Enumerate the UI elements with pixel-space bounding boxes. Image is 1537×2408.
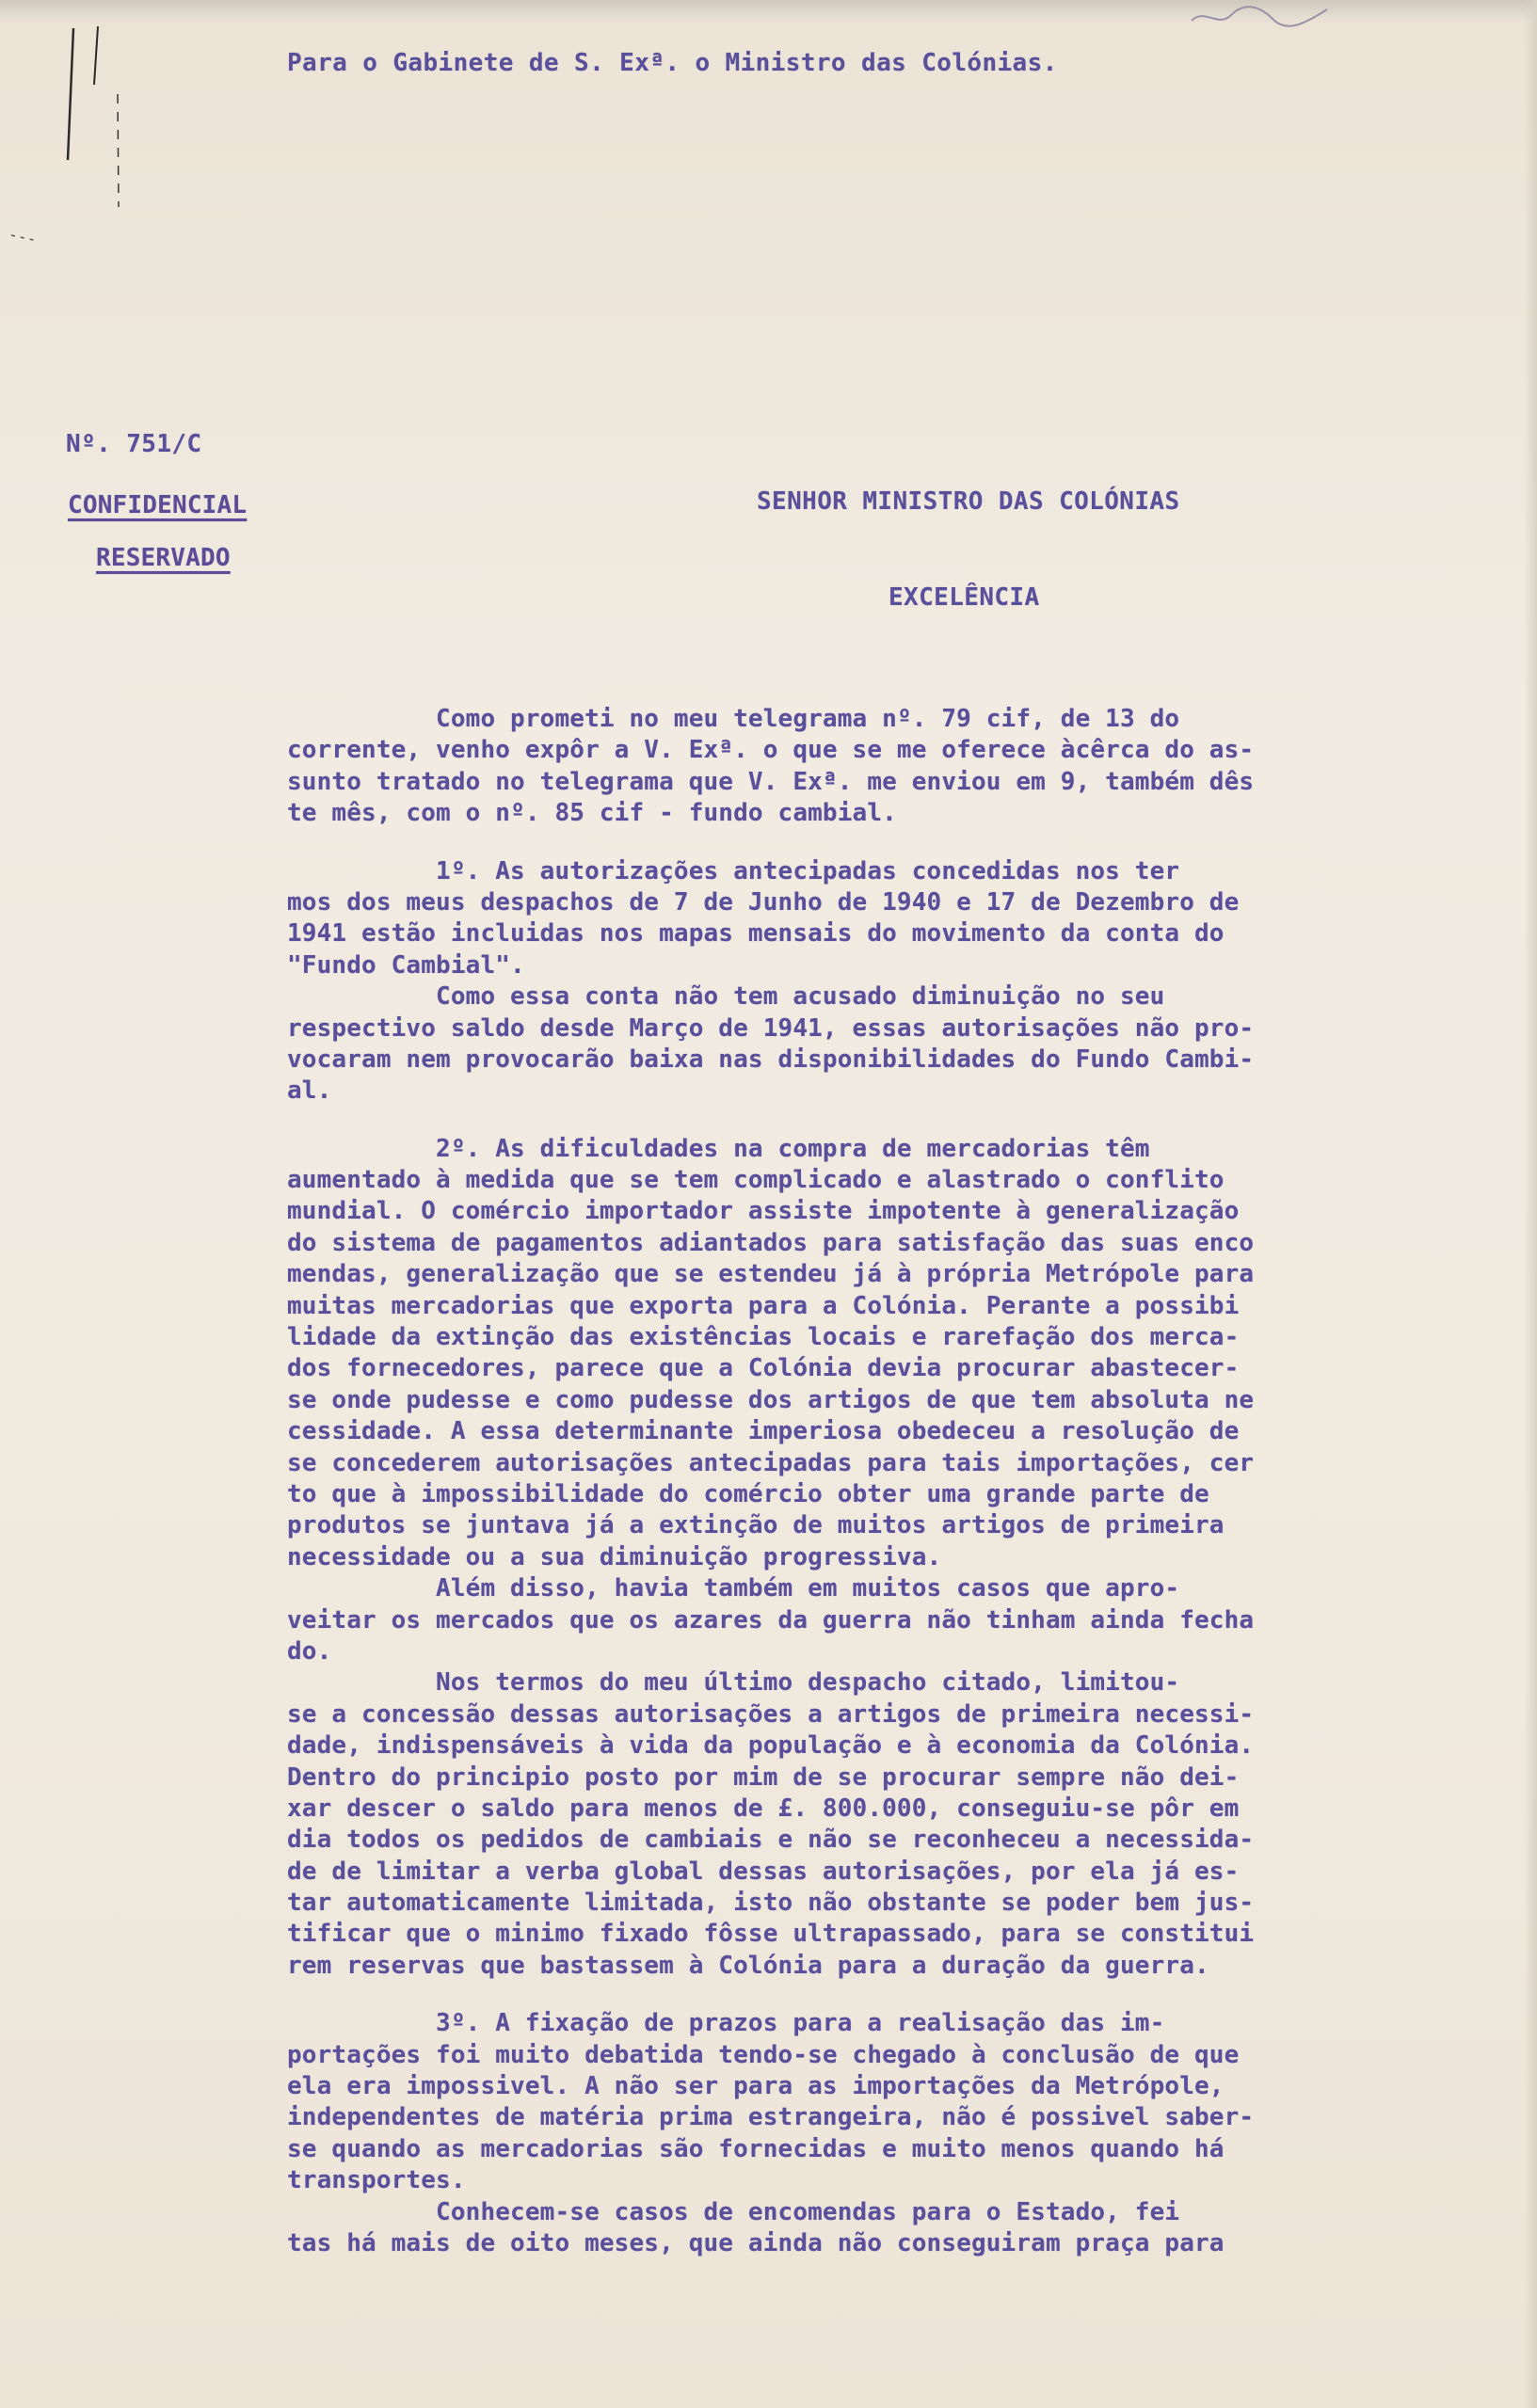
paragraph-1 xyxy=(287,704,1520,830)
paragraph-3 xyxy=(287,1134,1520,1983)
text-line: lidade da extinção das existências locais e rarefação dos merca- xyxy=(287,1323,1240,1352)
text-line: 3º. A fixação de prazos para a realisação das im- xyxy=(287,2009,1165,2038)
text-line: 1941 estão incluidas nos mapas mensais do movimento da conta do xyxy=(287,919,1225,949)
text-line: necessidade ou a sua diminuição progressiva. xyxy=(287,1542,942,1571)
text-line: Além disso, havia também em muitos casos que apro- xyxy=(287,1574,1180,1603)
text-line: dos fornecedores, parece que a Colónia devia procurar abastecer- xyxy=(287,1354,1240,1383)
reference-number: Nº. 751/C xyxy=(66,430,202,458)
text-line: respectivo saldo desde Março de 1941, essas autorisações não pro- xyxy=(287,1013,1255,1043)
text-line: Como essa conta não tem acusado diminuição no seu xyxy=(287,982,1165,1012)
text-line: ela era impossivel. A não ser para as importações da Metrópole, xyxy=(287,2072,1225,2101)
handwritten-mark xyxy=(1186,0,1337,38)
paragraph-4 xyxy=(287,2008,1520,2259)
text-line: 2º. As dificuldades na compra de mercadorias têm xyxy=(287,1134,1150,1163)
text-line: Dentro do principio posto por mim de se procurar sempre não dei- xyxy=(287,1762,1240,1792)
text-line: "Fundo Cambial". xyxy=(287,950,525,980)
letter-body xyxy=(287,704,1520,2259)
text-line: do. xyxy=(287,1636,332,1666)
text-line: al. xyxy=(287,1076,332,1106)
text-line: se quando as mercadorias são fornecidas e muito menos quando há xyxy=(287,2134,1225,2163)
text-line: veitar os mercados que os azares da guerra não tinham ainda fecha xyxy=(287,1605,1255,1635)
text-line: 1º. As autorizações antecipadas concedidas nos ter xyxy=(287,856,1180,885)
paragraph-gap xyxy=(287,830,1520,856)
text-line: portações foi muito debatida tendo-se chegado à conclusão de que xyxy=(287,2040,1240,2069)
text-line: mendas, generalização que se estendeu já à própria Metrópole para xyxy=(287,1260,1255,1289)
classification-reservado: RESERVADO xyxy=(96,544,231,572)
paper-right-edge xyxy=(1524,0,1537,2408)
text-line: aumentado à medida que se tem complicado e alastrado o conflito xyxy=(287,1166,1225,1195)
text-line: Nos termos do meu último despacho citado, limitou- xyxy=(287,1668,1180,1698)
text-line: sunto tratado no telegrama que V. Exª. me enviou em 9, também dês xyxy=(287,767,1255,796)
text-line: dia todos os pedidos de cambiais e não se reconheceu a necessida- xyxy=(287,1826,1255,1855)
text-line: te mês, com o nº. 85 cif - fundo cambial. xyxy=(287,799,897,828)
text-line: transportes. xyxy=(287,2166,466,2195)
paragraph-gap xyxy=(287,1108,1520,1134)
text-line: vocaram nem provocarão baixa nas disponibilidades do Fundo Cambi- xyxy=(287,1045,1255,1074)
paragraph-2 xyxy=(287,856,1520,1108)
text-line: rem reservas que bastassem à Colónia para a duração da guerra. xyxy=(287,1951,1209,1980)
text-line: de de limitar a verba global dessas autorisações, por ela já es- xyxy=(287,1857,1240,1886)
text-line: corrente, venho expôr a V. Exª. o que se me oferece àcêrca do as- xyxy=(287,736,1255,765)
salutation: SENHOR MINISTRO DAS COLÓNIAS xyxy=(757,487,1180,516)
text-line: independentes de matéria prima estrangeira, não é possivel saber- xyxy=(287,2103,1255,2132)
text-line: to que à impossibilidade do comércio obter uma grande parte de xyxy=(287,1479,1209,1508)
text-line: se onde pudesse e como pudesse dos artigos de que tem absoluta ne xyxy=(287,1385,1255,1414)
text-line: do sistema de pagamentos adiantados para satisfação das suas enco xyxy=(287,1228,1255,1257)
header-line: Para o Gabinete de S. Exª. o Ministro das Colónias. xyxy=(287,49,1058,77)
text-line: cessidade. A essa determinante imperiosa obedeceu a resolução de xyxy=(287,1417,1240,1446)
margin-pencil-marks xyxy=(0,19,141,301)
text-line: tar automaticamente limitada, isto não obstante se poder bem jus- xyxy=(287,1889,1255,1918)
text-line: se a concessão dessas autorisações a artigos de primeira necessi- xyxy=(287,1699,1255,1729)
text-line: Como prometi no meu telegrama nº. 79 cif, de 13 do xyxy=(287,705,1180,733)
greeting: EXCELÊNCIA xyxy=(889,583,1040,612)
paragraph-gap xyxy=(287,1982,1520,2008)
text-line: Conhecem-se casos de encomendas para o Estado, fei xyxy=(287,2197,1180,2226)
classification-confidencial: CONFIDENCIAL xyxy=(68,491,248,519)
text-line: mundial. O comércio importador assiste impotente à generalização xyxy=(287,1197,1240,1226)
text-line: produtos se juntava já a extinção de muitos artigos de primeira xyxy=(287,1511,1225,1540)
text-line: se concederem autorisações antecipadas para tais importações, cer xyxy=(287,1448,1255,1477)
text-line: mos dos meus despachos de 7 de Junho de 1940 e 17 de Dezembro de xyxy=(287,887,1240,917)
text-line: muitas mercadorias que exporta para a Colónia. Perante a possibi xyxy=(287,1291,1240,1320)
text-line: xar descer o saldo para menos de £. 800.000, conseguiu-se pôr em xyxy=(287,1794,1240,1823)
text-line: tificar que o minimo fixado fôsse ultrapassado, para se constitui xyxy=(287,1920,1255,1949)
text-line: tas há mais de oito meses, que ainda não conseguiram praça para xyxy=(287,2228,1225,2257)
text-line: dade, indispensáveis à vida da população e à economia da Colónia. xyxy=(287,1731,1255,1761)
